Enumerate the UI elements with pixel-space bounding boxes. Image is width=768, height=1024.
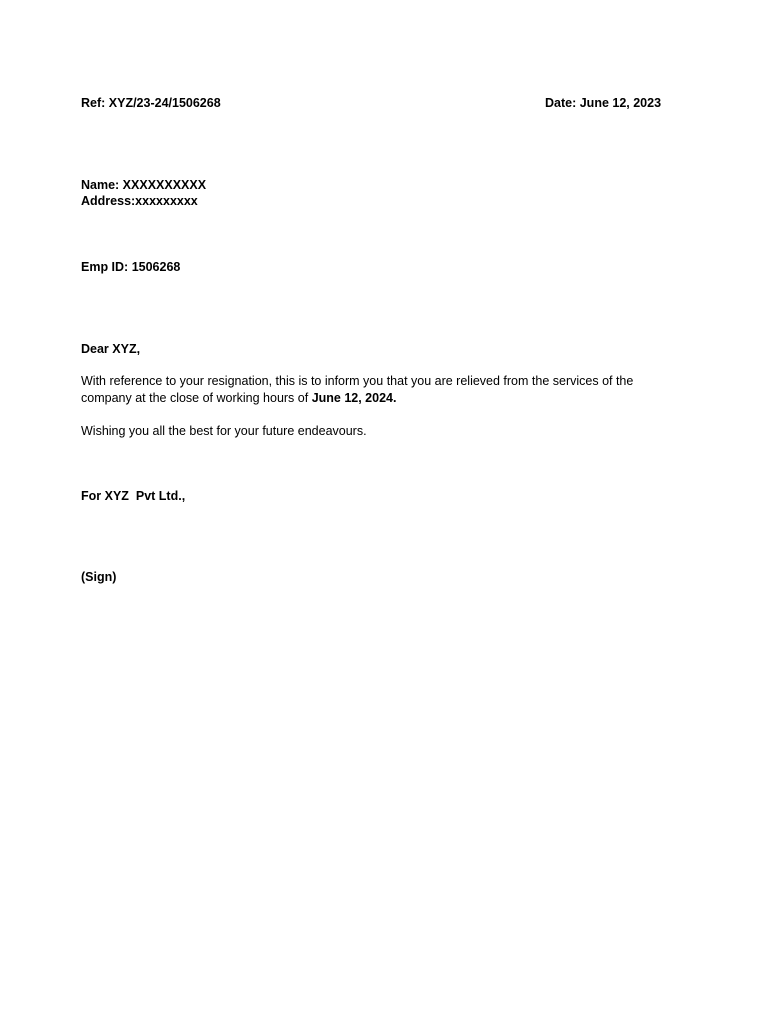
recipient-address: Address:xxxxxxxxx (81, 194, 198, 208)
signature-placeholder: (Sign) (81, 570, 117, 584)
reference-number: Ref: XYZ/23-24/1506268 (81, 96, 221, 110)
relieving-date: June 12, 2024. (311, 390, 397, 405)
salutation: Dear XYZ, (81, 342, 141, 356)
letter-date: Date: June 12, 2023 (545, 96, 662, 110)
relieving-paragraph (81, 373, 681, 406)
recipient-name: Name: XXXXXXXXXX (81, 178, 207, 192)
company-signoff: For XYZ Pvt Ltd., (81, 489, 186, 503)
relieving-paragraph-text: With reference to your resignation, this is to inform you that you are relieved from the services of the company at the close of working hours of (81, 374, 634, 405)
wishes-paragraph: Wishing you all the best for your future endeavours. (81, 424, 367, 438)
employee-id: Emp ID: 1506268 (81, 260, 181, 274)
